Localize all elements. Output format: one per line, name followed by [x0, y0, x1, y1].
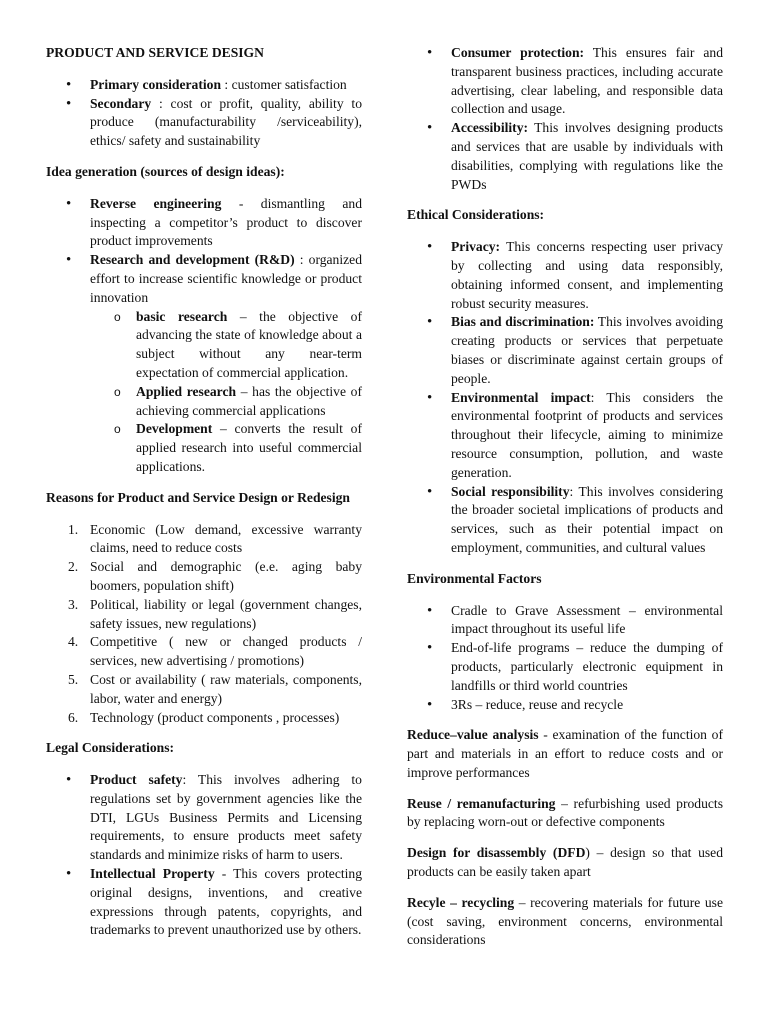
- definition: – refurbishing used products by replacing worn-out or defective components: [407, 795, 723, 830]
- term: Product safety: [90, 772, 183, 788]
- list-item: [451, 119, 723, 194]
- definition: : customer satisfaction: [221, 76, 347, 92]
- definition: : This considers the environmental footprint of products and services throughout their lifecycle, aiming to minimize resource consumption, pollution, and waste generation.: [451, 389, 723, 480]
- item-text: Social and demographic (e.e. aging baby boomers, population shift): [90, 559, 362, 593]
- list-item: [68, 633, 362, 671]
- definition: : cost or profit, quality, ability to produce (manufacturability /serviceability), ethics/ safety and sustainability: [90, 95, 362, 149]
- item-number: 6.: [68, 709, 79, 725]
- list-item: [136, 308, 362, 383]
- list-item: [451, 389, 723, 483]
- list-item: [136, 383, 362, 421]
- list-item: • End-of-life programs – reduce the dumping of products, particularly electronic equipment in landfills or third world countries: [451, 639, 723, 695]
- idea-sources-list: [46, 195, 362, 477]
- considerations-list: [46, 76, 362, 151]
- paragraph-recycling: [407, 894, 723, 950]
- list-item: [90, 865, 362, 940]
- ethical-list: [407, 238, 723, 558]
- item-text: Economic (Low demand, excessive warranty claims, need to reduce costs: [90, 521, 362, 556]
- paragraph-reuse: [407, 795, 723, 833]
- legal-list: [46, 771, 362, 940]
- paragraph-reduce-value: [407, 726, 723, 782]
- definition: This concerns respecting user privacy by collecting and using data responsibly, obtaining informed consent, and implementing robust security measures.: [451, 239, 723, 311]
- legal-heading: Legal Considerations:: [46, 740, 175, 756]
- term: Reuse / remanufacturing: [407, 795, 556, 811]
- term: Bias and discrimination:: [451, 314, 595, 330]
- term: Reduce–value analysis: [407, 727, 539, 743]
- list-item: [451, 313, 723, 388]
- definition: : This involves adhering to regulations set by government agencies like the DTI, LGUs Business Permits and Licensing requirements, to ensure products meet safety standards and minimize risks of harm to users.: [90, 772, 362, 863]
- definition: This involves avoiding creating products or services that perpetuate biases or discriminate against certain groups of people.: [451, 314, 723, 386]
- list-item: [451, 483, 723, 558]
- list-item: [90, 251, 362, 477]
- definition: – converts the result of applied research into useful commercial applications.: [136, 421, 362, 474]
- term: Accessibility:: [451, 120, 529, 136]
- item-text: Cost or availability ( raw materials, components, labor, water and energy): [90, 671, 362, 706]
- right-column: [407, 44, 723, 962]
- definition: - examination of the function of part and materials in an effort to reduce costs and or improve performances: [407, 727, 723, 780]
- term: Development: [136, 421, 213, 437]
- list-item: [451, 44, 723, 119]
- term: Primary consideration: [90, 76, 222, 92]
- term: basic research: [136, 308, 228, 324]
- definition: – the objective of advancing the state of knowledge about a subject without any near-term expectation of commercial application.: [136, 308, 362, 380]
- definition: This ensures fair and transparent business practices, including accurate advertising, clear labeling, and responsible data collection and usage.: [451, 45, 723, 117]
- item-text: Technology (product components , processes): [90, 709, 340, 725]
- term: Secondary: [90, 95, 152, 111]
- definition: : This involves considering the broader societal implications of products and services, such as their potential impact on employment, communities, and cultural values: [451, 483, 723, 555]
- reasons-list: [46, 521, 362, 728]
- item-number: 5.: [68, 671, 79, 687]
- term: Applied research: [136, 383, 237, 399]
- term: Environmental impact: [451, 389, 591, 405]
- definition: - dismantling and inspecting a competitor’s product to discover product improvements: [90, 195, 362, 249]
- list-item: • Cradle to Grave Assessment – environmental impact throughout its useful life: [451, 602, 723, 640]
- list-item: [90, 771, 362, 865]
- list-item: [90, 195, 362, 251]
- legal-list-continued: [407, 44, 723, 194]
- environmental-list: [407, 602, 723, 715]
- idea-generation-heading: Idea generation (sources of design ideas):: [46, 163, 285, 179]
- item-text: Political, liability or legal (government changes, safety issues, new regulations): [90, 596, 362, 631]
- item-text: Competitive ( new or changed products / services, new advertising / promotions): [90, 634, 362, 669]
- list-item: [68, 596, 362, 634]
- list-item: [68, 709, 362, 728]
- item-number: 4.: [68, 634, 79, 650]
- list-item: [90, 95, 362, 151]
- list-item: [68, 671, 362, 709]
- term: Consumer protection:: [451, 45, 585, 60]
- document-title: PRODUCT AND SERVICE DESIGN: [46, 45, 264, 60]
- item-number: 1.: [68, 521, 79, 537]
- environmental-heading: Environmental Factors: [407, 570, 542, 586]
- list-item: [451, 238, 723, 313]
- definition: – has the objective of achieving commercial applications: [136, 383, 362, 418]
- reasons-heading: Reasons for Product and Service Design or Redesign: [46, 489, 350, 505]
- list-item: [68, 521, 362, 559]
- ethical-heading: Ethical Considerations:: [407, 207, 545, 223]
- research-types-list: [90, 308, 362, 477]
- term: Privacy:: [451, 239, 501, 255]
- term: Reverse engineering: [90, 195, 222, 211]
- item-number: 3.: [68, 596, 79, 612]
- term: Research and development (R&D): [90, 252, 295, 268]
- term: Design for disassembly (DFD: [407, 845, 586, 861]
- term: Social responsibility: [451, 483, 570, 499]
- list-item: [90, 76, 362, 95]
- item-number: 2.: [68, 559, 79, 575]
- definition: : organized effort to increase scientific knowledge or product innovation: [90, 252, 362, 305]
- list-item: [68, 558, 362, 596]
- list-item: [136, 420, 362, 476]
- paragraph-dfd: [407, 844, 723, 882]
- definition: - This covers protecting original designs, inventions, and creative expressions through patents, copyrights, and trademarks to prevent unauthorized use by others.: [90, 866, 362, 938]
- definition: This involves designing products and services that are usable by individuals with disabilities, complying with regulations like the PWDs: [451, 120, 723, 192]
- left-column: [46, 44, 362, 952]
- term: Recyle – recycling: [407, 894, 515, 910]
- definition: – recovering materials for future use (cost saving, environment concerns, environmental considerations: [407, 894, 723, 948]
- definition: ) – design so that used products can be easily taken apart: [407, 845, 723, 880]
- term: Intellectual Property: [90, 866, 215, 882]
- list-item: • 3Rs – reduce, reuse and recycle: [451, 696, 723, 715]
